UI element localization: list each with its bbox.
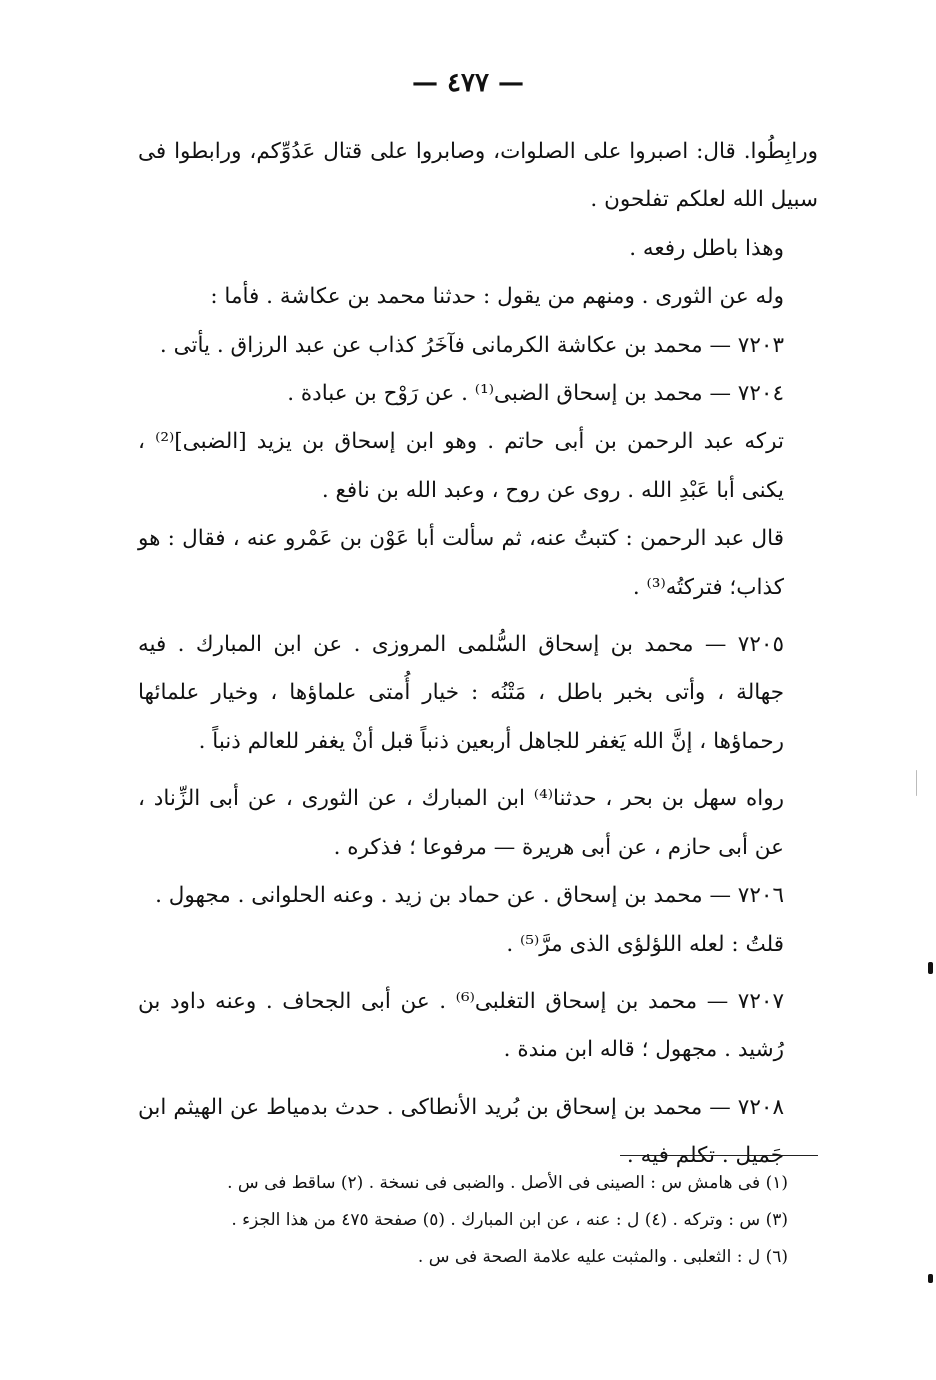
scan-edge-mark [916,770,917,796]
paragraph: ٧٢٠٣ — محمد بن عكاشة الكرمانى فآخَرُ كذاب عن عبد الرزاق . يأتى . [159,332,784,358]
paragraph: ٧٢٠٨ — محمد بن إسحاق بن بُريد الأنطاكى . حدث بدمياط عن الهيثم ابن جَميل . تكلم فيه . [138,1094,784,1169]
footnotes [150,1165,788,1276]
paragraph: تركه عبد الرحمن بن أبى حاتم . وهو ابن إسحاق بن يزيد [الضبى]⁽²⁾ ، يكنى أبا عَبْدِ الله . روى عن روح ، وعبد الله بن نافع . [138,429,784,503]
paragraph: ورابِطُوا. قال: اصبروا على الصلوات، وصابروا على قتال عَدُوِّكم، ورابطوا فى سبيل الله لعلكم تفلحون . [138,139,818,213]
paragraph: وله عن الثورى . ومنهم من يقول : حدثنا محمد بن عكاشة . فأما : [210,284,784,310]
footnote-divider [620,1155,818,1156]
footnote-line: (٣) س : وتركه . (٤) ل : عنه ، عن ابن المبارك . (٥) صفحة ٤٧٥ من هذا الجزء . [231,1210,788,1230]
paragraph: وهذا باطل رفعه . [629,235,784,261]
paragraph: ٧٢٠٤ — محمد بن إسحاق الضبى⁽¹⁾ . عن رَوْح بن عبادة . [287,381,784,407]
paragraph: قال عبد الرحمن : كتبتُ عنه، ثم سألت أبا عَوْن بن عَمْرو عنه ، فقال : هو كذاب؛ فتركتُه⁽³⁾ . [138,526,784,600]
main-text [138,128,818,1181]
paragraph: رواه سهل بن بحر ، حدثنا⁽⁴⁾ ابن المبارك ، عن الثورى ، عن أبى الزِّناد ، عن أبى حازم ، عن أبى هريرة — مرفوعا ؛ فذكره . [138,786,785,860]
scan-edge-mark [928,962,933,974]
paragraph: ٧٢٠٥ — محمد بن إسحاق السُّلمى المروزى . عن ابن المبارك . فيه جهالة ، وأتى بخبر باطل ، مَتْنُه : خيار أُمتى علماؤها ، وخيار علمائها رحماؤها ، إنَّ الله يَغفر للجاهل أربعين ذنباً قبل أنْ يغفر للعالم ذنباً . [138,632,784,754]
footnote-line: (١) فى هامش س : الصينى فى الأصل . والضبى فى نسخة . (٢) ساقط فى س . [227,1173,788,1193]
page-number: — ٤٧٧ — [411,68,525,98]
paragraph: ٧٢٠٧ — محمد بن إسحاق التغلبى⁽⁶⁾ . عن أبى الجحاف . وعنه داود بن رُشيد . مجهول ؛ قاله ابن مندة . [138,988,784,1063]
paragraph: قلتُ : لعله اللؤلؤى الذى مرَّ⁽⁵⁾ . [506,931,784,957]
footnote-line: (٦) ل : الثعلبى . والمثبت عليه علامة الصحة فى س . [417,1247,788,1267]
scan-edge-mark [928,1274,933,1283]
paragraph: ٧٢٠٦ — محمد بن إسحاق . عن حماد بن زيد . وعنه الحلوانى . مجهول . [155,883,784,909]
